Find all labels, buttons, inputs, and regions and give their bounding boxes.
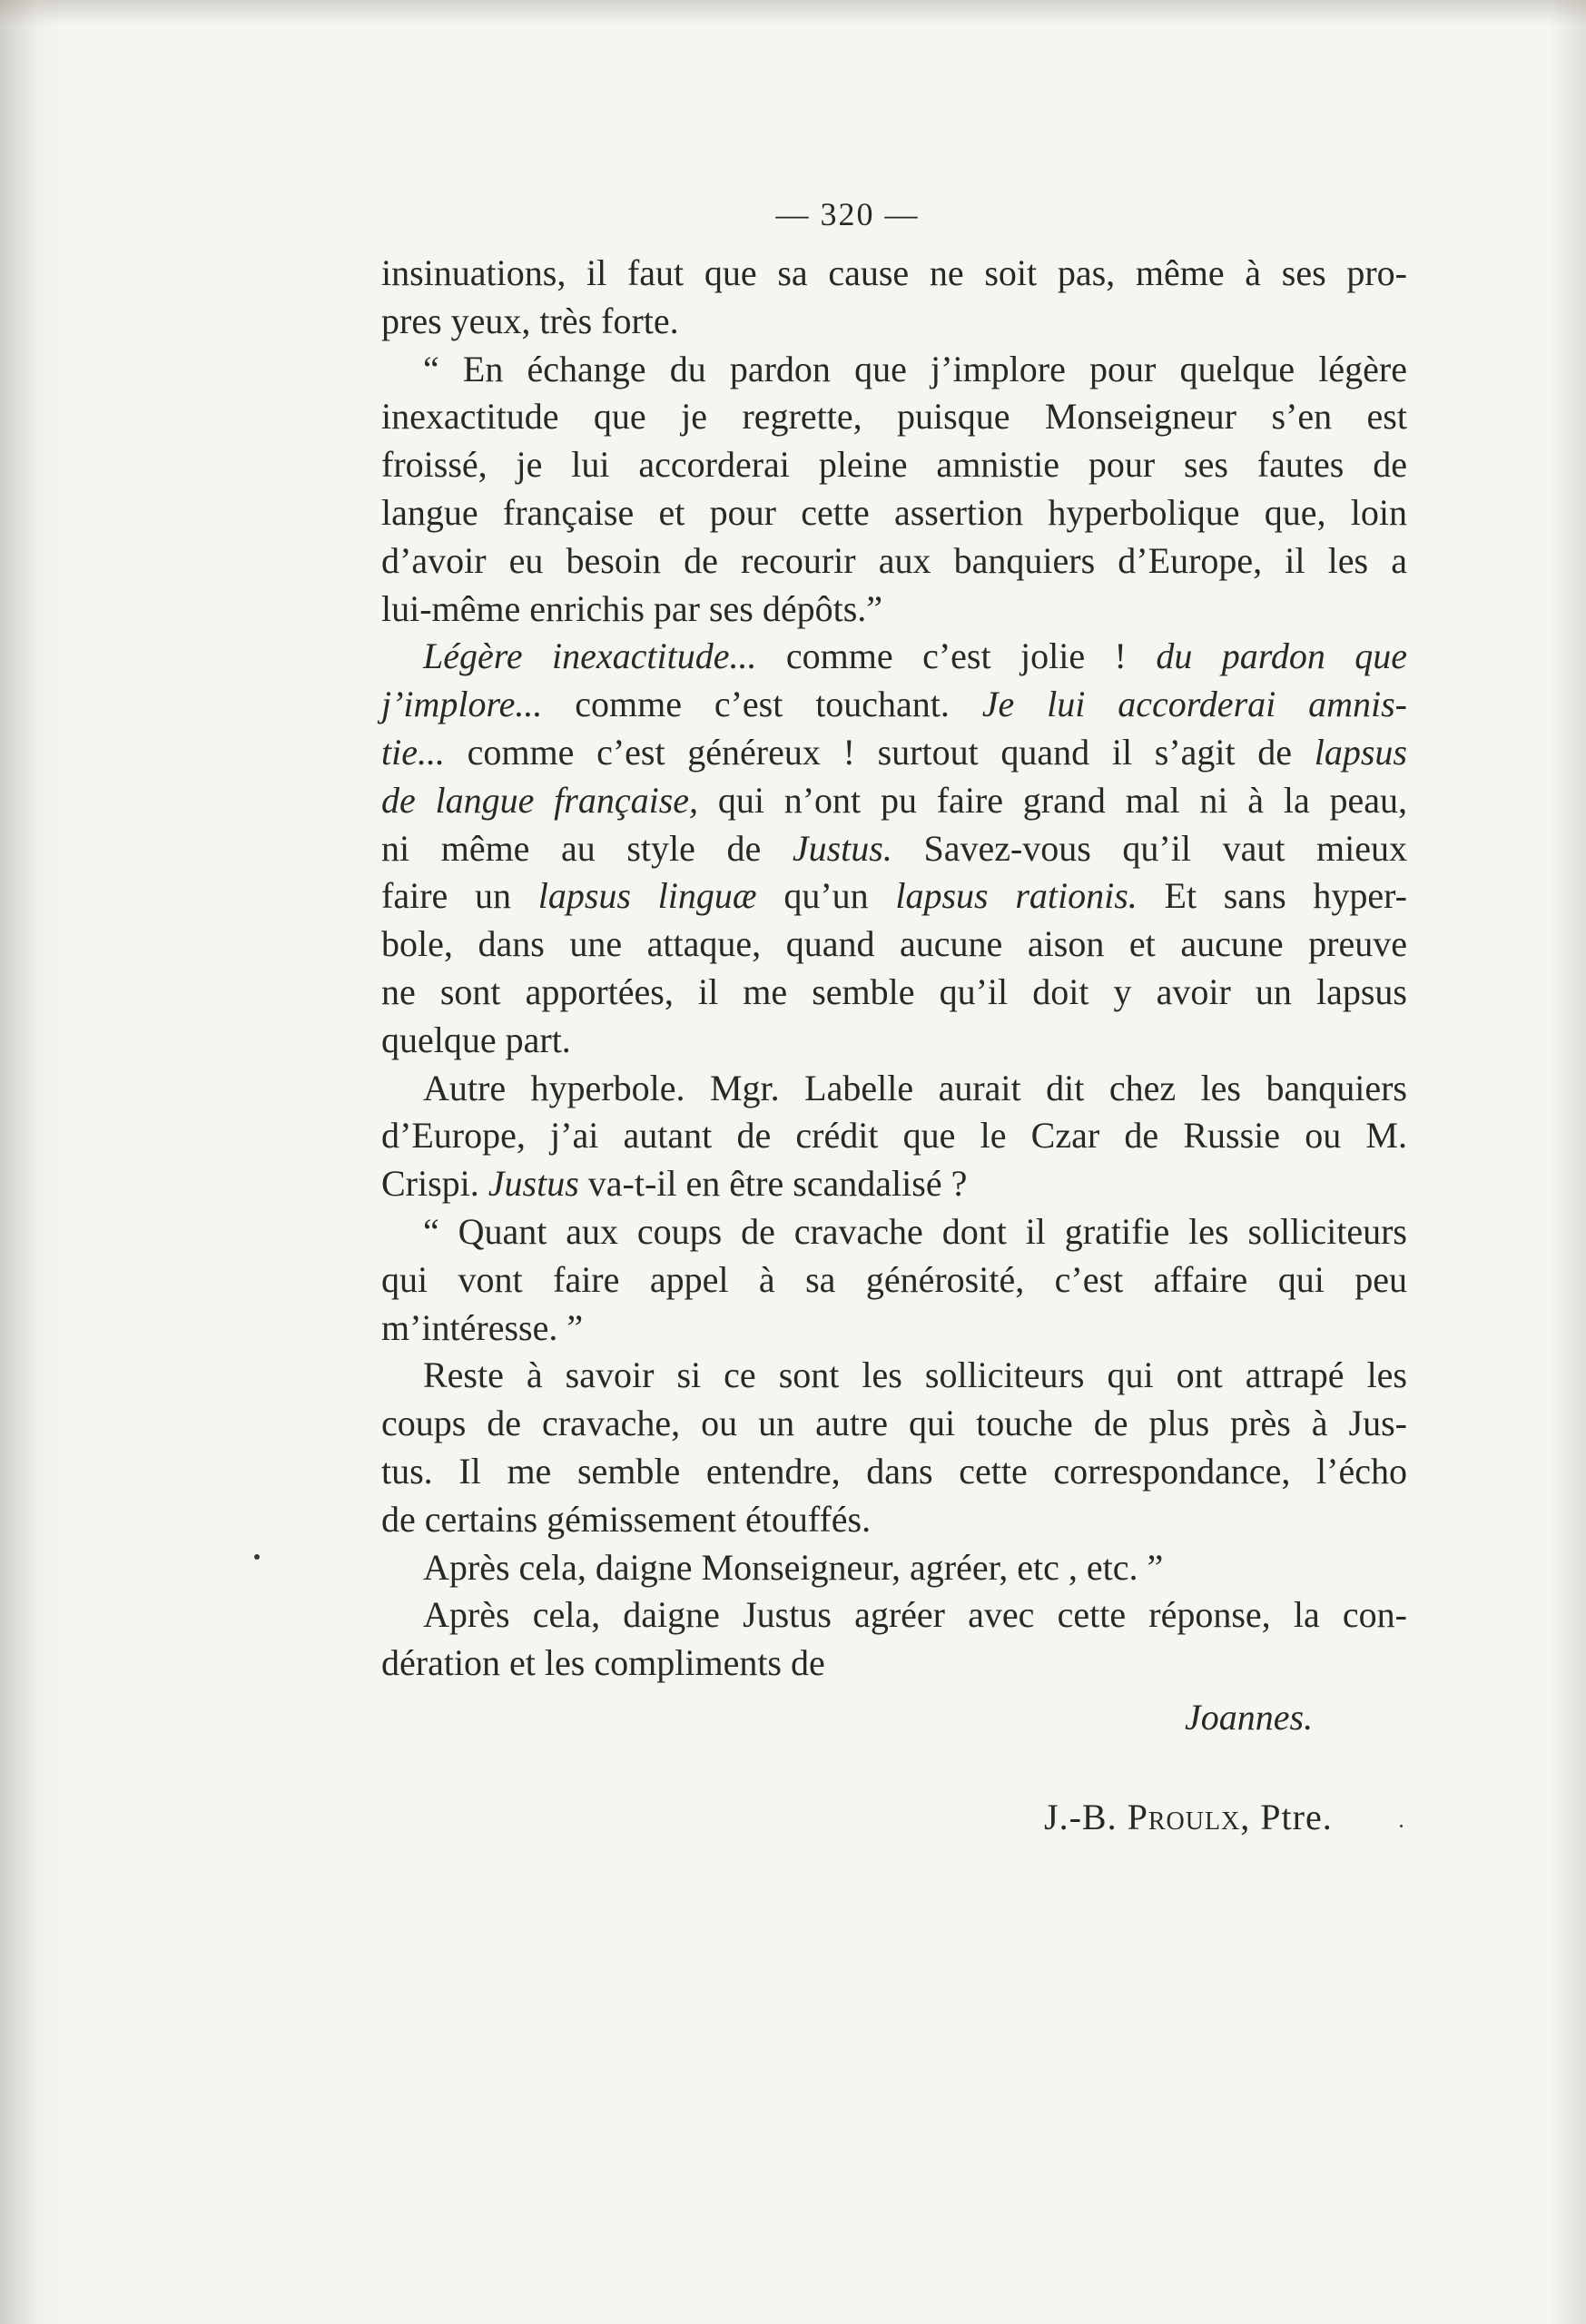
text-line: Après cela, daigne Monseigneur, agréer, etc , etc. ” <box>423 1546 1164 1588</box>
text-line: “ Quant aux coups de cravache dont il gratifie les solliciteurs <box>423 1210 1407 1252</box>
italic-phrase: lapsus linguæ <box>537 875 757 917</box>
text-line: coups de cravache, ou un autre qui touche de plus près à Jus- <box>381 1403 1407 1444</box>
text-line: bole, dans une attaque, quand aucune aison et aucune preuve <box>381 923 1407 965</box>
text-run: qu’un <box>756 875 896 917</box>
signature-name <box>1044 1796 1333 1838</box>
text-line: d’Europe, j’ai autant de crédit que le Czar de Russie ou M. <box>381 1115 1407 1157</box>
text-line: pres yeux, très forte. <box>381 300 679 341</box>
text-line: qui vont faire appel à sa générosité, c’est affaire qui peu <box>381 1258 1407 1300</box>
text-line: insinuations, il faut que sa cause ne soit pas, même à ses pro- <box>381 252 1407 293</box>
text-run: va-t-il en être scandalisé ? <box>578 1163 968 1205</box>
italic-phrase: j’implore... <box>381 684 543 725</box>
signature-suffix: , Ptre. <box>1240 1797 1333 1837</box>
text-line <box>381 1160 1407 1208</box>
text-line <box>381 825 1407 873</box>
italic-phrase: lapsus <box>1314 731 1407 773</box>
text-line: inexactitude que je regrette, puisque Monseigneur s’en est <box>381 396 1407 438</box>
text-line: langue française et pour cette assertion hyperbolique que, loin <box>381 491 1407 533</box>
text-run: Et sans hyper- <box>1137 875 1408 917</box>
text-line: Reste à savoir si ce sont les solliciteurs qui ont attrapé les <box>423 1354 1407 1396</box>
italic-phrase: Justus. <box>792 827 892 869</box>
text-run: qui n’ont pu faire grand mal ni à la peau, <box>698 779 1407 821</box>
page-edge-right <box>1550 0 1586 2324</box>
text-line: froissé, je lui accorderai pleine amnistie pour ses fautes de <box>381 444 1407 486</box>
text-line <box>381 872 1407 921</box>
italic-phrase: du pardon que <box>1156 635 1408 677</box>
text-line <box>381 633 1407 681</box>
text-line: quelque part. <box>381 1019 571 1060</box>
text-run: comme c’est généreux ! surtout quand il s’agit de <box>444 731 1315 773</box>
text-run: ni même au style de <box>381 827 793 869</box>
text-line: lui-même enrichis par ses dépôts.” <box>381 587 883 629</box>
text-line: dération et les compliments de <box>381 1642 825 1684</box>
italic-phrase: de langue française, <box>381 779 699 821</box>
text-run: comme c’est touchant. <box>542 684 982 725</box>
text-line: ne sont apportées, il me semble qu’il doit y avoir un lapsus <box>381 970 1407 1012</box>
page-number: — 320 — <box>775 196 920 232</box>
text-line: “ En échange du pardon que j’implore pour quelque légère <box>423 348 1407 389</box>
text-run: Crispi. <box>381 1163 488 1205</box>
text-line: d’avoir eu besoin de recourir aux banquiers d’Europe, il les a <box>381 539 1407 581</box>
page-edge-top <box>0 0 1586 25</box>
text-run: faire un <box>381 875 538 917</box>
text-line: tus. Il me semble entendre, dans cette correspondance, l’écho <box>381 1450 1407 1492</box>
text-line: Autre hyperbole. Mgr. Labelle aurait dit chez les banquiers <box>423 1067 1407 1108</box>
ink-speck <box>254 1554 260 1560</box>
text-line <box>381 729 1407 777</box>
italic-phrase: tie... <box>381 731 445 773</box>
body-text <box>381 250 1407 1688</box>
text-run: Savez-vous qu’il vaut mieux <box>892 827 1408 869</box>
signature-initials: J.-B. <box>1044 1797 1128 1837</box>
text-line <box>381 777 1407 825</box>
text-line: de certains gémissement étouffés. <box>381 1498 872 1540</box>
italic-phrase: Je lui accorderai amnis- <box>981 684 1407 725</box>
ink-speck <box>1400 1825 1403 1827</box>
signature-surname: Proulx <box>1127 1797 1241 1837</box>
text-line: Après cela, daigne Justus agréer avec cette réponse, la con- <box>423 1594 1407 1636</box>
text-run: comme c’est jolie ! <box>756 635 1157 677</box>
page-edge-left <box>0 0 64 2324</box>
italic-phrase: Justus <box>488 1163 579 1205</box>
text-line: m’intéresse. ” <box>381 1306 584 1348</box>
italic-phrase: lapsus rationis. <box>895 875 1138 917</box>
italic-phrase: Légère inexactitude... <box>423 635 757 677</box>
signature-pseudonym: Joannes. <box>1185 1697 1314 1738</box>
text-line <box>381 681 1407 729</box>
